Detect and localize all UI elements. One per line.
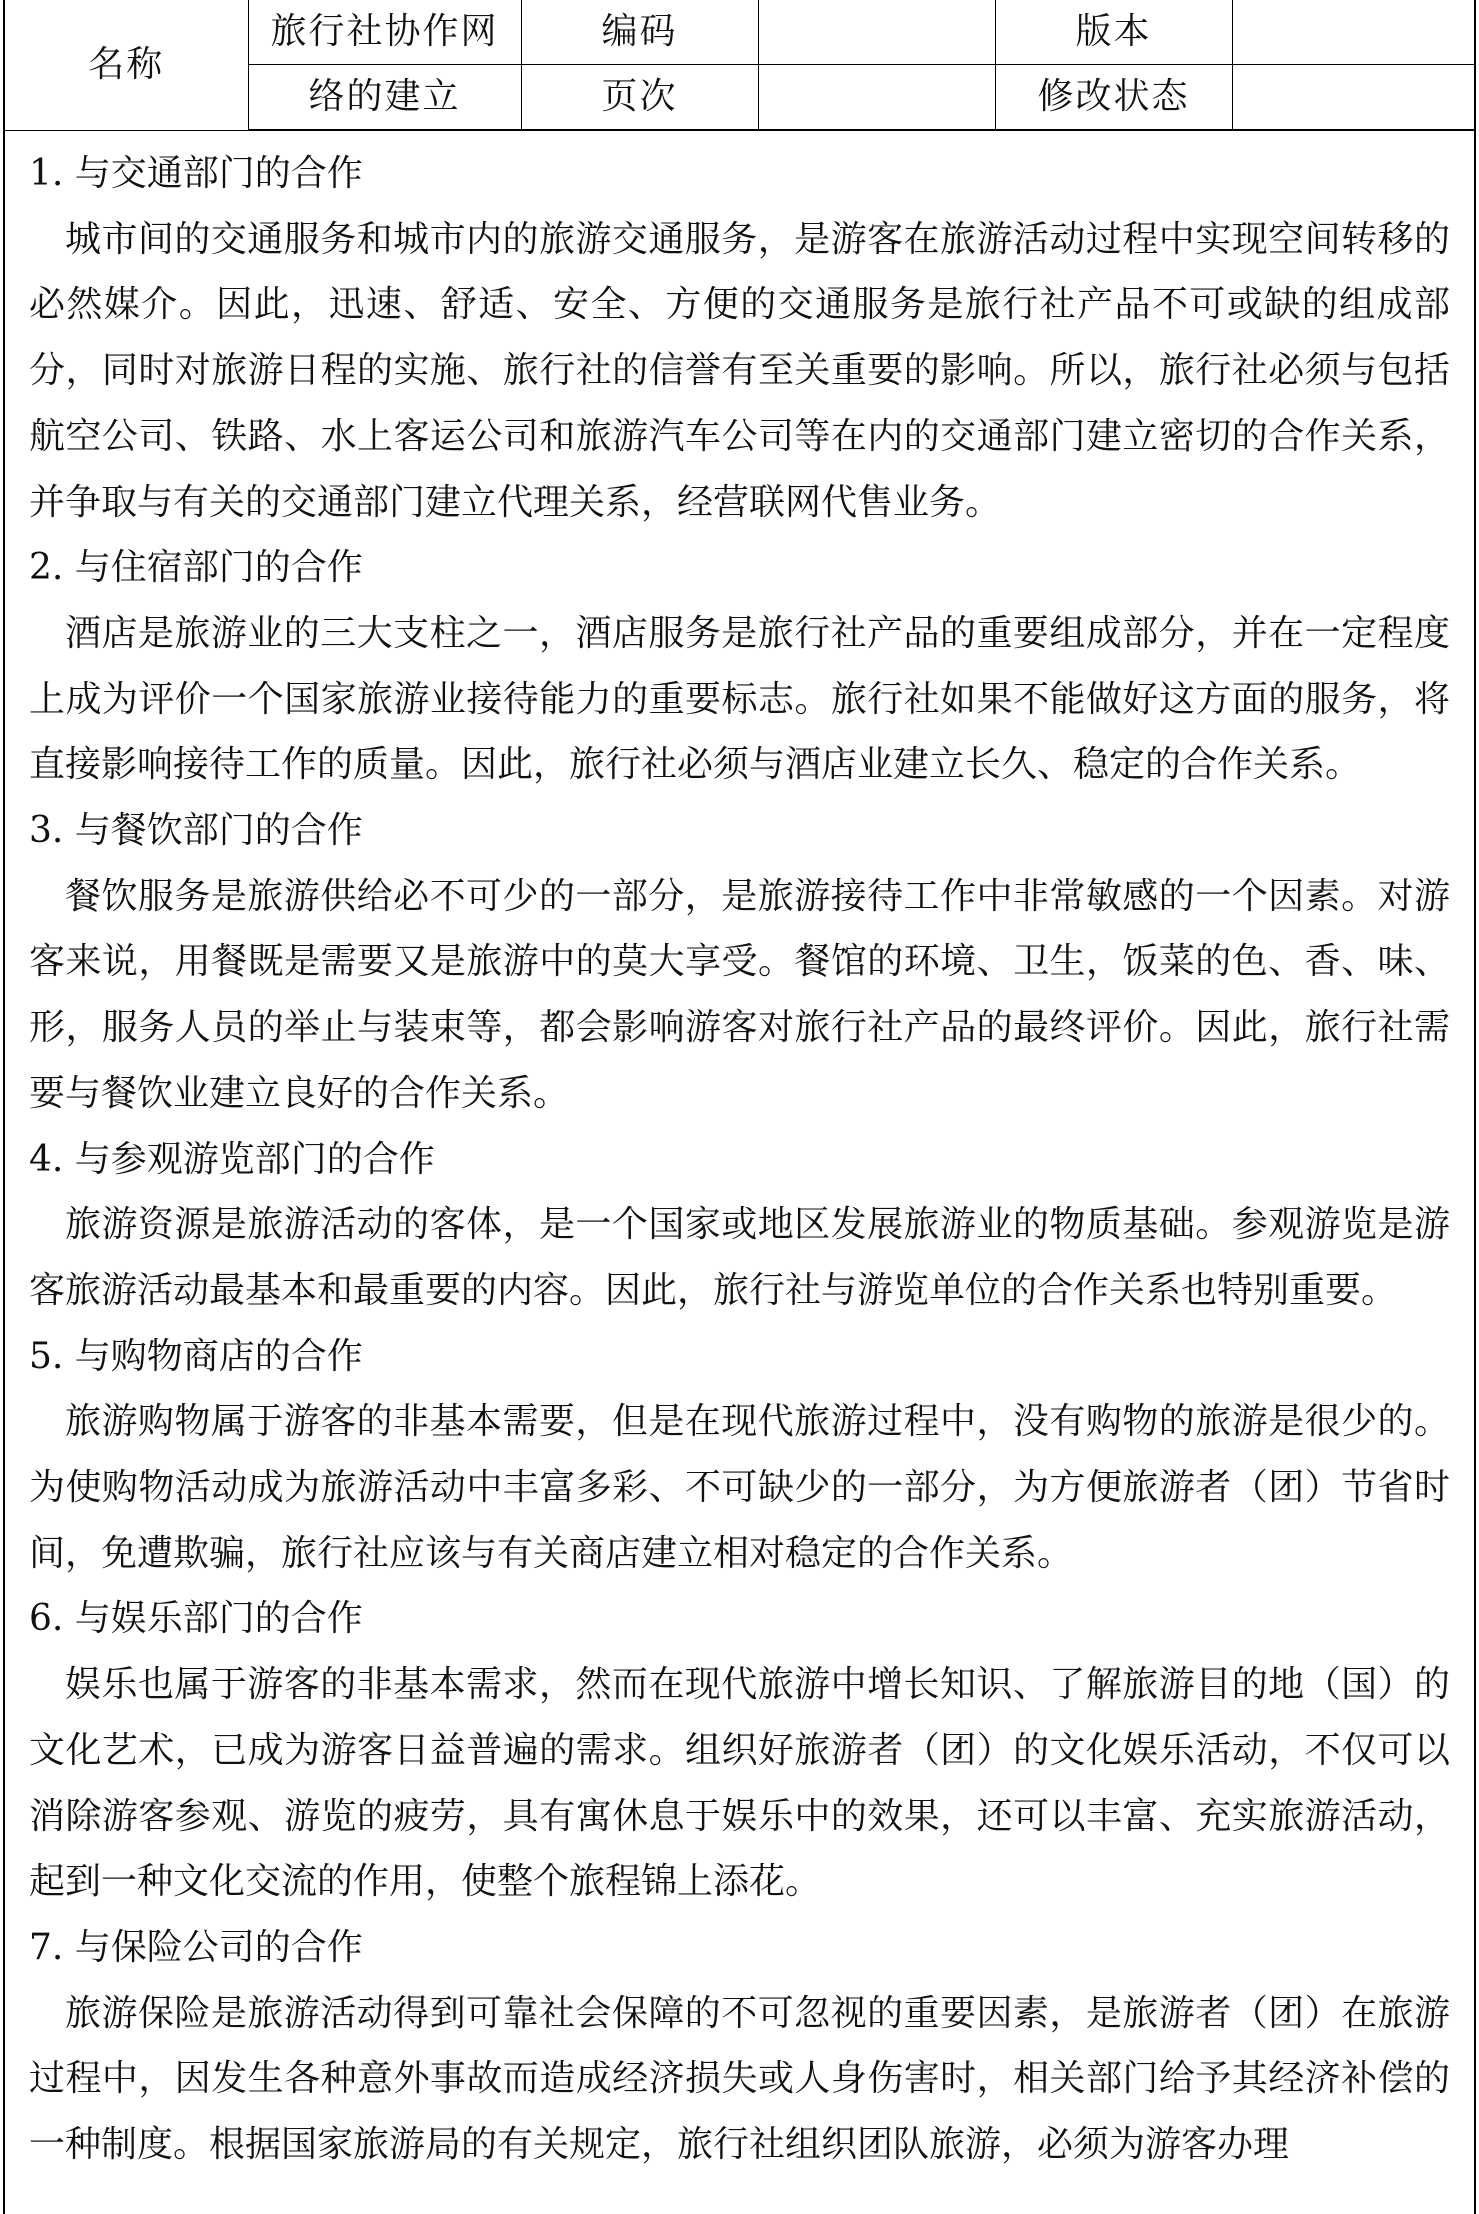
section-paragraph-5: 旅游购物属于游客的非基本需要，但是在现代旅游过程中，没有购物的旅游是很少的。为使购物活动成为旅游活动中丰富多彩、不可缺少的一部分，为方便旅游者（团）节省时间，免遭欺骗，旅行社应该与有关商店建立相对稳定的合作关系。 — [29, 1401, 1450, 1574]
section-heading-3: 3. 与餐饮部门的合作 — [29, 810, 363, 852]
section-paragraph-1: 城市间的交通服务和城市内的旅游交通服务，是游客在旅游活动过程中实现空间转移的必然媒介。因此，迅速、舒适、安全、方便的交通服务是旅行社产品不可或缺的组成部分，同时对旅游日程的实施、旅行社的信誉有至关重要的影响。所以，旅行社必须与包括航空公司、铁路、水上客运公司和旅游汽车公司等在内的交通部门建立密切的合作关系，并争取与有关的交通部门建立代理关系，经营联网代售业务。 — [29, 218, 1450, 523]
code-label-cell: 编码 — [521, 0, 758, 65]
title-cell-line2: 络的建立 — [248, 65, 521, 131]
section-heading-5: 5. 与购物商店的合作 — [29, 1335, 363, 1377]
section-heading-6: 6. 与娱乐部门的合作 — [29, 1598, 363, 1640]
section-heading-1: 1. 与交通部门的合作 — [29, 153, 363, 194]
section-heading-4: 4. 与参观游览部门的合作 — [29, 1138, 435, 1180]
revision-value-cell — [1232, 65, 1474, 131]
section-heading-7: 7. 与保险公司的合作 — [29, 1926, 363, 1968]
section-paragraph-6: 娱乐也属于游客的非基本需求，然而在现代旅游中增长知识、了解旅游目的地（国）的文化艺术，已成为游客日益普遍的需求。组织好旅游者（团）的文化娱乐活动，不仅可以消除游客参观、游览的疲劳，具有寓休息于娱乐中的效果，还可以丰富、充实旅游活动，起到一种文化交流的作用，使整个旅程锦上添花。 — [29, 1664, 1450, 1903]
code-value-cell — [758, 0, 995, 65]
page-value-cell — [758, 65, 995, 131]
version-label-cell: 版本 — [995, 0, 1232, 65]
section-paragraph-2: 酒店是旅游业的三大支柱之一，酒店服务是旅行社产品的重要组成部分，并在一定程度上成为评价一个国家旅游业接待能力的重要标志。旅行社如果不能做好这方面的服务，将直接影响接待工作的质量。因此，旅行社必须与酒店业建立长久、稳定的合作关系。 — [29, 612, 1450, 786]
section-heading-2: 2. 与住宿部门的合作 — [29, 547, 363, 589]
revision-label-cell: 修改状态 — [995, 65, 1232, 131]
document-body — [5, 131, 1474, 2178]
section-paragraph-4: 旅游资源是旅游活动的客体，是一个国家或地区发展旅游业的物质基础。参观游览是游客旅游活动最基本和最重要的内容。因此，旅行社与游览单位的合作关系也特别重要。 — [29, 1204, 1450, 1311]
page-label-cell: 页次 — [521, 65, 758, 131]
header-table — [5, 0, 1474, 131]
version-value-cell — [1232, 0, 1474, 65]
section-paragraph-7: 旅游保险是旅游活动得到可靠社会保障的不可忽视的重要因素，是旅游者（团）在旅游过程中，因发生各种意外事故而造成经济损失或人身伤害时，相关部门给予其经济补偿的一种制度。根据国家旅游局的有关规定，旅行社组织团队旅游，必须为游客办理 — [29, 1992, 1450, 2166]
document-sheet — [3, 0, 1476, 2214]
title-cell-line1: 旅行社协作网 — [248, 0, 521, 65]
name-label-cell: 名称 — [5, 0, 248, 130]
section-paragraph-3: 餐饮服务是旅游供给必不可少的一部分，是旅游接待工作中非常敏感的一个因素。对游客来说，用餐既是需要又是旅游中的莫大享受。餐馆的环境、卫生，饭菜的色、香、味、形，服务人员的举止与装束等，都会影响游客对旅行社产品的最终评价。因此，旅行社需要与餐饮业建立良好的合作关系。 — [29, 875, 1450, 1114]
